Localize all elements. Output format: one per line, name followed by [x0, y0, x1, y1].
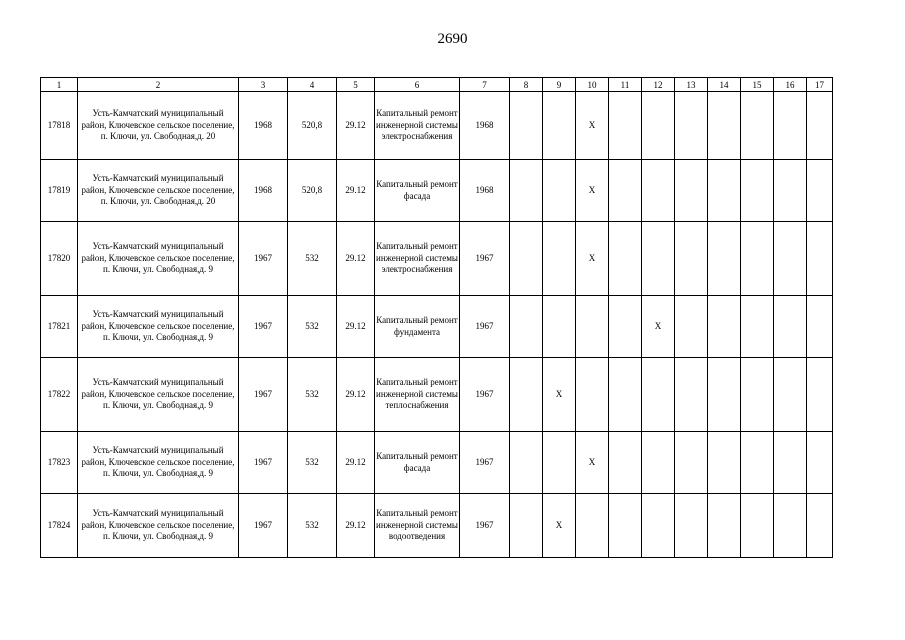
area-cell: 532 — [288, 222, 337, 296]
year-built-cell: 1967 — [239, 222, 288, 296]
mark-cell — [510, 160, 543, 222]
mark-cell: X — [543, 358, 576, 432]
mark-cell — [774, 432, 807, 494]
year-built-cell: 1967 — [239, 358, 288, 432]
header-cell: 3 — [239, 78, 288, 92]
header-cell: 8 — [510, 78, 543, 92]
mark-cell: X — [642, 296, 675, 358]
mark-cell — [609, 494, 642, 558]
mark-cell — [708, 494, 741, 558]
address-cell: Усть-Камчатский муниципальный район, Ключевское сельское поселение, п. Ключи, ул. Свободная,д. 9 — [78, 432, 239, 494]
mark-cell — [543, 92, 576, 160]
table-row — [41, 92, 833, 160]
area-cell: 532 — [288, 296, 337, 358]
work-type-cell: Капитальный ремонт фундамента — [375, 296, 460, 358]
mark-cell — [543, 160, 576, 222]
mark-cell — [741, 432, 774, 494]
mark-cell — [675, 358, 708, 432]
area-cell: 532 — [288, 358, 337, 432]
mark-cell: X — [576, 92, 609, 160]
table-row — [41, 432, 833, 494]
work-type-cell: Капитальный ремонт инженерной системы электроснабжения — [375, 222, 460, 296]
mark-cell — [741, 296, 774, 358]
row-id-cell: 17822 — [41, 358, 78, 432]
area-cell: 520,8 — [288, 160, 337, 222]
header-cell: 4 — [288, 78, 337, 92]
mark-cell — [675, 222, 708, 296]
mark-cell — [807, 160, 833, 222]
date-cell: 29.12 — [337, 296, 375, 358]
mark-cell — [675, 160, 708, 222]
mark-cell — [807, 296, 833, 358]
year-built-cell: 1967 — [239, 432, 288, 494]
table-row — [41, 296, 833, 358]
year-built-cell: 1967 — [239, 494, 288, 558]
header-cell: 2 — [78, 78, 239, 92]
date-cell: 29.12 — [337, 358, 375, 432]
mark-cell — [708, 358, 741, 432]
mark-cell — [642, 494, 675, 558]
area-cell: 532 — [288, 494, 337, 558]
header-cell: 9 — [543, 78, 576, 92]
address-cell: Усть-Камчатский муниципальный район, Ключевское сельское поселение, п. Ключи, ул. Свободная,д. 9 — [78, 222, 239, 296]
mark-cell — [708, 222, 741, 296]
mark-cell — [741, 222, 774, 296]
header-cell: 7 — [460, 78, 510, 92]
address-cell: Усть-Камчатский муниципальный район, Ключевское сельское поселение, п. Ключи, ул. Свободная,д. 9 — [78, 358, 239, 432]
mark-cell — [708, 296, 741, 358]
mark-cell — [675, 92, 708, 160]
date-cell: 29.12 — [337, 222, 375, 296]
date-cell: 29.12 — [337, 160, 375, 222]
row-id-cell: 17819 — [41, 160, 78, 222]
work-type-cell: Капитальный ремонт инженерной системы электроснабжения — [375, 92, 460, 160]
table-row — [41, 160, 833, 222]
mark-cell — [642, 92, 675, 160]
work-type-cell: Капитальный ремонт фасада — [375, 432, 460, 494]
mark-cell — [741, 92, 774, 160]
work-year-cell: 1967 — [460, 494, 510, 558]
date-cell: 29.12 — [337, 432, 375, 494]
mark-cell — [774, 92, 807, 160]
work-year-cell: 1968 — [460, 160, 510, 222]
mark-cell: X — [576, 432, 609, 494]
date-cell: 29.12 — [337, 494, 375, 558]
mark-cell — [510, 432, 543, 494]
mark-cell — [774, 494, 807, 558]
mark-cell — [543, 432, 576, 494]
header-cell: 12 — [642, 78, 675, 92]
mark-cell — [807, 358, 833, 432]
work-year-cell: 1967 — [460, 296, 510, 358]
year-built-cell: 1967 — [239, 296, 288, 358]
header-row — [41, 78, 833, 92]
mark-cell — [741, 494, 774, 558]
mark-cell — [675, 296, 708, 358]
mark-cell — [576, 296, 609, 358]
header-cell: 16 — [774, 78, 807, 92]
header-cell: 15 — [741, 78, 774, 92]
mark-cell — [609, 92, 642, 160]
header-cell: 17 — [807, 78, 833, 92]
page-number: 2690 — [437, 31, 468, 47]
mark-cell — [609, 432, 642, 494]
work-year-cell: 1968 — [460, 92, 510, 160]
mark-cell — [807, 92, 833, 160]
mark-cell — [642, 160, 675, 222]
row-id-cell: 17820 — [41, 222, 78, 296]
mark-cell — [774, 160, 807, 222]
date-cell: 29.12 — [337, 92, 375, 160]
mark-cell — [543, 296, 576, 358]
mark-cell — [807, 494, 833, 558]
work-type-cell: Капитальный ремонт инженерной системы теплоснабжения — [375, 358, 460, 432]
mark-cell: X — [576, 222, 609, 296]
table-row — [41, 494, 833, 558]
mark-cell — [675, 494, 708, 558]
mark-cell — [609, 160, 642, 222]
address-cell: Усть-Камчатский муниципальный район, Ключевское сельское поселение, п. Ключи, ул. Свободная,д. 20 — [78, 160, 239, 222]
table-row — [41, 358, 833, 432]
header-cell: 6 — [375, 78, 460, 92]
row-id-cell: 17823 — [41, 432, 78, 494]
year-built-cell: 1968 — [239, 92, 288, 160]
header-cell: 5 — [337, 78, 375, 92]
register-table — [40, 77, 833, 558]
mark-cell — [642, 432, 675, 494]
mark-cell — [510, 494, 543, 558]
mark-cell — [708, 92, 741, 160]
mark-cell — [642, 222, 675, 296]
mark-cell — [807, 222, 833, 296]
mark-cell — [543, 222, 576, 296]
table-row — [41, 222, 833, 296]
mark-cell — [510, 358, 543, 432]
header-cell: 10 — [576, 78, 609, 92]
address-cell: Усть-Камчатский муниципальный район, Ключевское сельское поселение, п. Ключи, ул. Свободная,д. 9 — [78, 494, 239, 558]
mark-cell — [510, 92, 543, 160]
mark-cell — [708, 432, 741, 494]
mark-cell — [510, 296, 543, 358]
mark-cell — [609, 296, 642, 358]
mark-cell — [576, 358, 609, 432]
mark-cell — [642, 358, 675, 432]
mark-cell — [609, 222, 642, 296]
work-type-cell: Капитальный ремонт инженерной системы водоотведения — [375, 494, 460, 558]
header-cell: 11 — [609, 78, 642, 92]
header-cell: 13 — [675, 78, 708, 92]
area-cell: 532 — [288, 432, 337, 494]
row-id-cell: 17821 — [41, 296, 78, 358]
row-id-cell: 17818 — [41, 92, 78, 160]
header-cell: 1 — [41, 78, 78, 92]
mark-cell: X — [576, 160, 609, 222]
work-type-cell: Капитальный ремонт фасада — [375, 160, 460, 222]
address-cell: Усть-Камчатский муниципальный район, Ключевское сельское поселение, п. Ключи, ул. Свободная,д. 9 — [78, 296, 239, 358]
address-cell: Усть-Камчатский муниципальный район, Ключевское сельское поселение, п. Ключи, ул. Свободная,д. 20 — [78, 92, 239, 160]
work-year-cell: 1967 — [460, 358, 510, 432]
mark-cell — [741, 358, 774, 432]
mark-cell — [609, 358, 642, 432]
header-cell: 14 — [708, 78, 741, 92]
row-id-cell: 17824 — [41, 494, 78, 558]
mark-cell — [774, 296, 807, 358]
work-year-cell: 1967 — [460, 222, 510, 296]
work-year-cell: 1967 — [460, 432, 510, 494]
year-built-cell: 1968 — [239, 160, 288, 222]
mark-cell — [708, 160, 741, 222]
mark-cell — [774, 222, 807, 296]
area-cell: 520,8 — [288, 92, 337, 160]
mark-cell — [576, 494, 609, 558]
mark-cell — [807, 432, 833, 494]
mark-cell — [774, 358, 807, 432]
mark-cell — [675, 432, 708, 494]
mark-cell: X — [543, 494, 576, 558]
mark-cell — [741, 160, 774, 222]
mark-cell — [510, 222, 543, 296]
